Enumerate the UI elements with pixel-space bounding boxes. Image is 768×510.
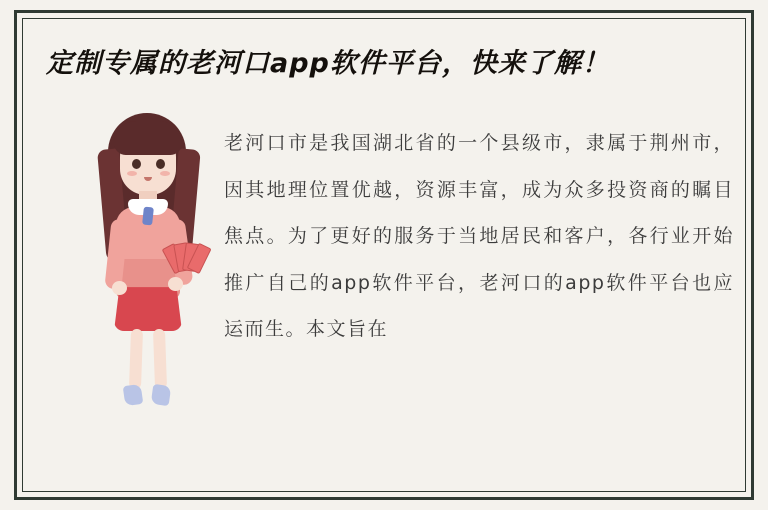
woman-holding-cards-illustration — [82, 109, 212, 414]
article-body — [36, 101, 732, 411]
hair-fringe-shape — [114, 121, 182, 155]
right-shoe-shape — [151, 384, 172, 406]
page-title: 定制专属的老河口app软件平台，快来了解！ — [46, 48, 610, 79]
page-content — [36, 34, 732, 480]
right-leg-shape — [153, 329, 167, 389]
right-hand-shape — [168, 277, 183, 291]
left-leg-shape — [129, 329, 143, 389]
left-shoe-shape — [123, 384, 144, 406]
article-paragraph: 老河口市是我国湖北省的一个县级市，隶属于荆州市，因其地理位置优越，资源丰富，成为众多投资商的瞩目焦点。为了更好的服务于当地居民和客户，各行业开始推广自己的app软件平台，老河口的app软件平台也应运而生。本文旨在 — [224, 132, 734, 341]
skirt-shape — [114, 287, 182, 331]
playing-cards-fan — [166, 237, 206, 271]
necktie-shape — [142, 207, 154, 226]
